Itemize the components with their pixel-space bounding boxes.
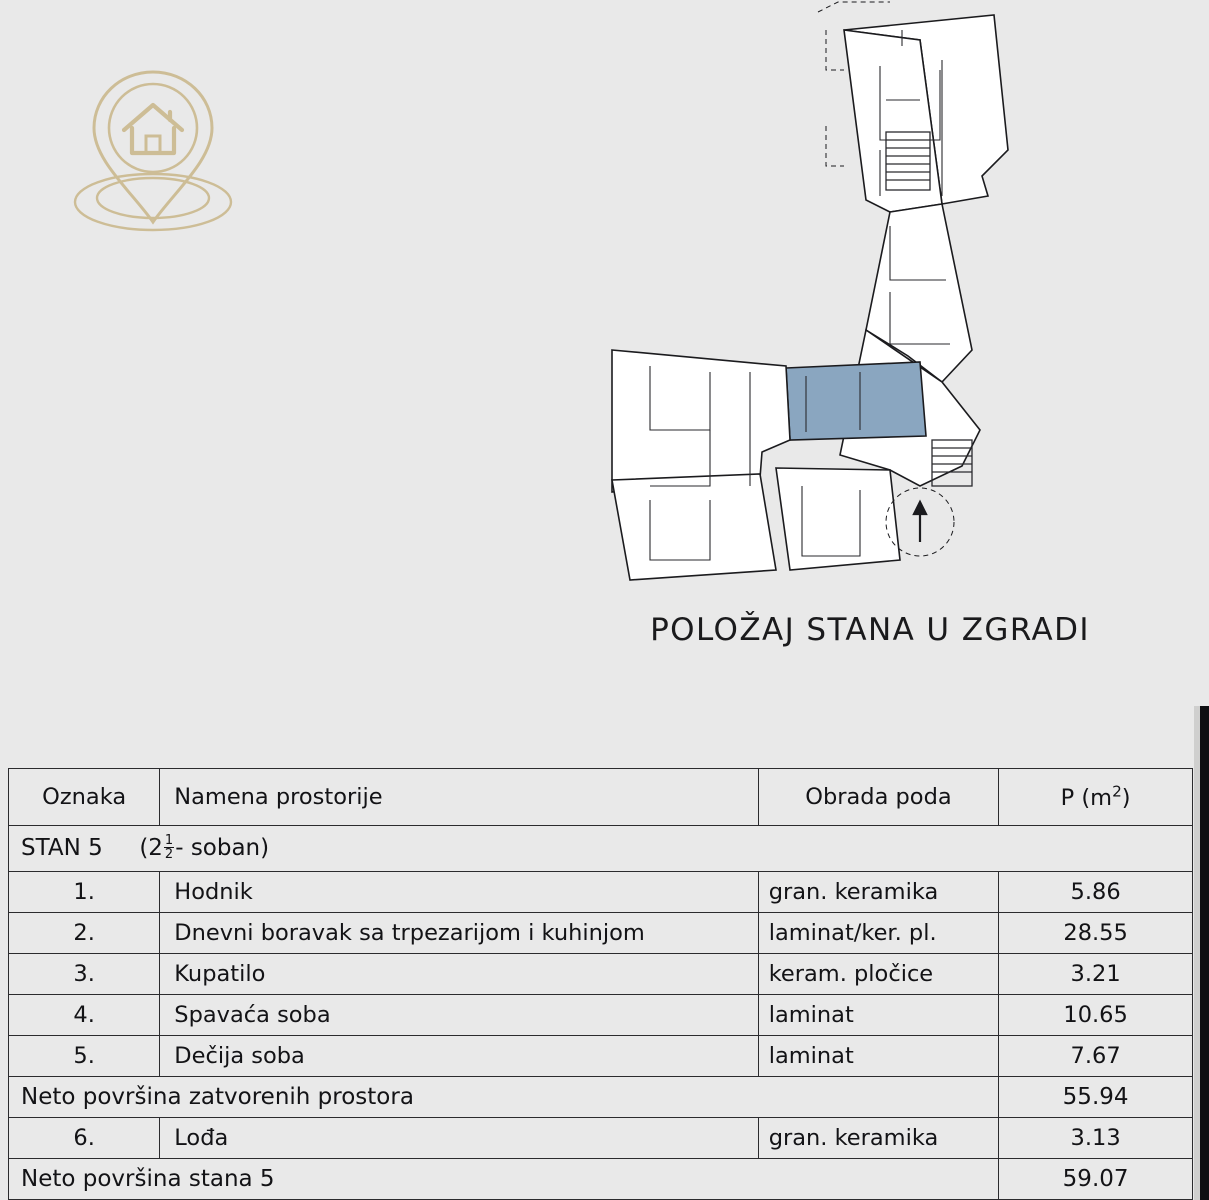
row-povrsina: 10.65 (999, 995, 1193, 1036)
unit-title-prefix: STAN 5 (21, 835, 103, 861)
unit-title-paren-open: (2 (139, 835, 163, 861)
row-oznaka: 6. (9, 1118, 160, 1159)
row-namena: Kupatilo (160, 954, 758, 995)
row-povrsina: 28.55 (999, 913, 1193, 954)
table-row (9, 1036, 1193, 1077)
row-povrsina: 5.86 (999, 872, 1193, 913)
total-value: 59.07 (999, 1159, 1193, 1200)
unit-title-row (9, 826, 1193, 872)
row-obrada: gran. keramika (758, 872, 999, 913)
row-namena: Hodnik (160, 872, 758, 913)
building-position-diagram (590, 0, 1110, 610)
table-row (9, 995, 1193, 1036)
subtotal-label: Neto površina zatvorenih prostora (9, 1077, 999, 1118)
header-namena: Namena prostorije (160, 769, 758, 826)
table-header-row (9, 769, 1193, 826)
row-namena: Dečija soba (160, 1036, 758, 1077)
table-row (9, 913, 1193, 954)
row-obrada: gran. keramika (758, 1118, 999, 1159)
room-schedule-table (8, 768, 1193, 1200)
row-povrsina: 3.21 (999, 954, 1193, 995)
row-namena: Spavaća soba (160, 995, 758, 1036)
unit-title-cell (9, 826, 1193, 872)
header-oznaka: Oznaka (9, 769, 160, 826)
row-oznaka: 5. (9, 1036, 160, 1077)
row-oznaka: 2. (9, 913, 160, 954)
page-edge-dark (1200, 706, 1209, 1200)
header-obrada: Obrada poda (758, 769, 999, 826)
row-namena: Dnevni boravak sa trpezarijom i kuhinjom (160, 913, 758, 954)
table-row (9, 954, 1193, 995)
unit-title-fraction: $\frac{1}{2}$ (164, 833, 174, 862)
unit-title-paren-rest: - soban) (175, 835, 270, 861)
row-oznaka: 1. (9, 872, 160, 913)
table-row (9, 1118, 1193, 1159)
house-pin-logo-icon (58, 50, 248, 235)
subtotal-row (9, 1077, 1193, 1118)
row-obrada: laminat (758, 1036, 999, 1077)
subtotal-value: 55.94 (999, 1077, 1193, 1118)
plan-caption: POLOŽAJ STANA U ZGRADI (650, 612, 1090, 648)
row-obrada: laminat/ker. pl. (758, 913, 999, 954)
row-oznaka: 3. (9, 954, 160, 995)
total-row (9, 1159, 1193, 1200)
row-obrada: keram. pločice (758, 954, 999, 995)
row-namena: Lođa (160, 1118, 758, 1159)
total-label: Neto površina stana 5 (9, 1159, 999, 1200)
header-povrsina-label: P $(m^2)$ (1060, 782, 1131, 812)
row-povrsina: 3.13 (999, 1118, 1193, 1159)
header-povrsina (999, 769, 1193, 826)
row-povrsina: 7.67 (999, 1036, 1193, 1077)
row-obrada: laminat (758, 995, 999, 1036)
row-oznaka: 4. (9, 995, 160, 1036)
table-row (9, 872, 1193, 913)
